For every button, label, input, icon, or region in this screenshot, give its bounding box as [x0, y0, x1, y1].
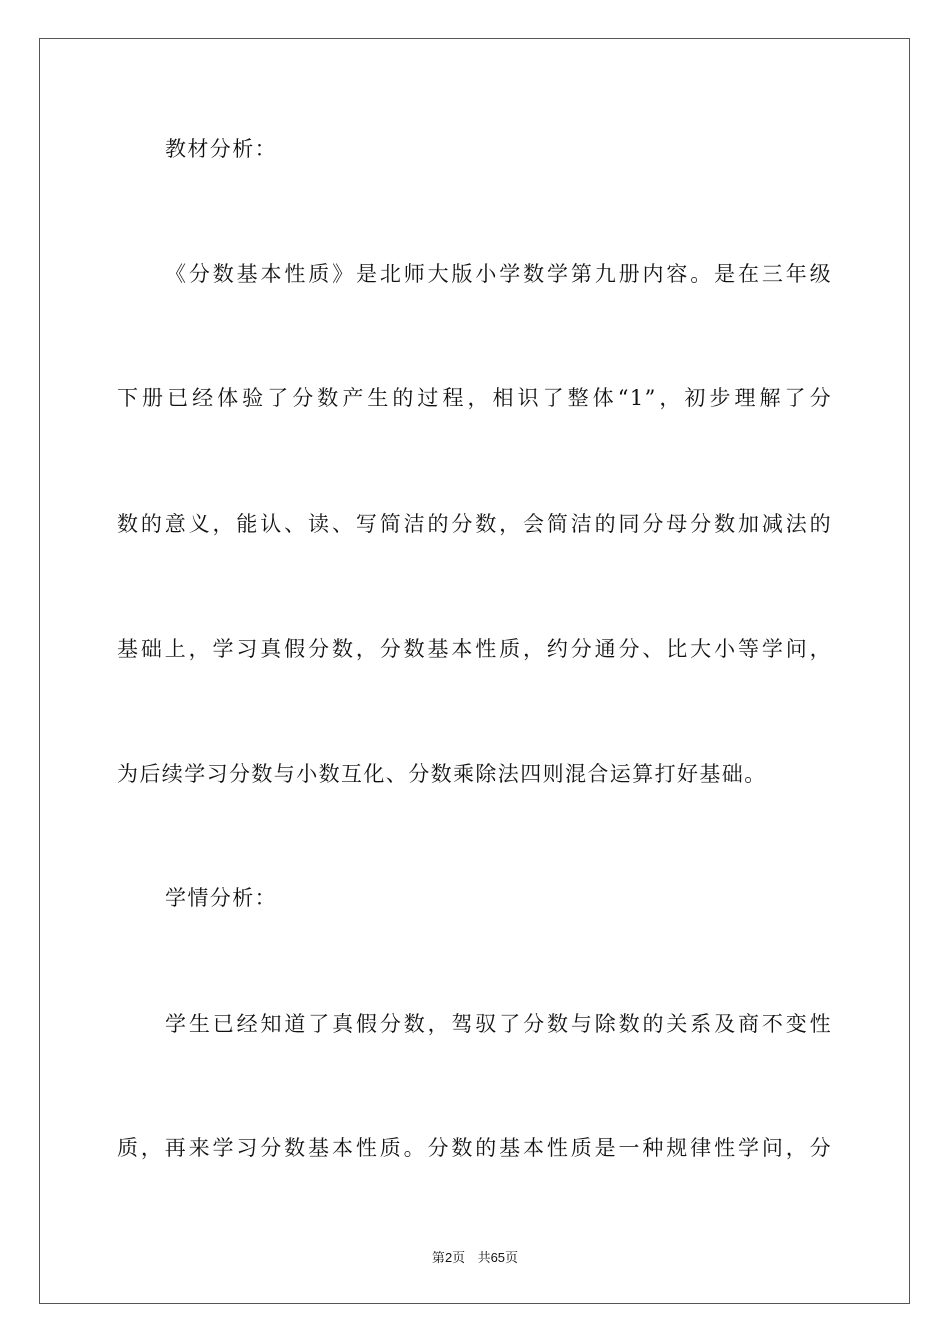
page-border: [39, 38, 910, 1304]
paragraph-line: 数的意义，能认、读、写简洁的分数，会简洁的同分母分数加减法的: [117, 512, 832, 536]
heading-learning-analysis: 学情分析：: [165, 886, 277, 910]
paragraph-line: 基础上，学习真假分数，分数基本性质，约分通分、比大小等学问，: [117, 637, 832, 661]
footer-mid: 页 共: [452, 1251, 491, 1266]
page-number-footer: [0, 1247, 950, 1266]
paragraph-line: 下册已经体验了分数产生的过程，相识了整体“1”，初步理解了分: [117, 386, 832, 410]
footer-prefix: 第: [431, 1251, 445, 1266]
paragraph-line: 为后续学习分数与小数互化、分数乘除法四则混合运算打好基础。: [117, 762, 767, 786]
heading-textbook-analysis: 教材分析：: [165, 137, 277, 161]
paragraph-line: 质，再来学习分数基本性质。分数的基本性质是一种规律性学问，分: [117, 1136, 832, 1160]
paragraph-line: 学生已经知道了真假分数，驾驭了分数与除数的关系及商不变性: [165, 1012, 832, 1036]
footer-current-page: 2: [444, 1250, 453, 1265]
footer-suffix: 页: [505, 1251, 519, 1266]
footer-total-pages: 65: [490, 1250, 506, 1265]
paragraph-line: 《分数基本性质》是北师大版小学数学第九册内容。是在三年级: [165, 262, 832, 286]
